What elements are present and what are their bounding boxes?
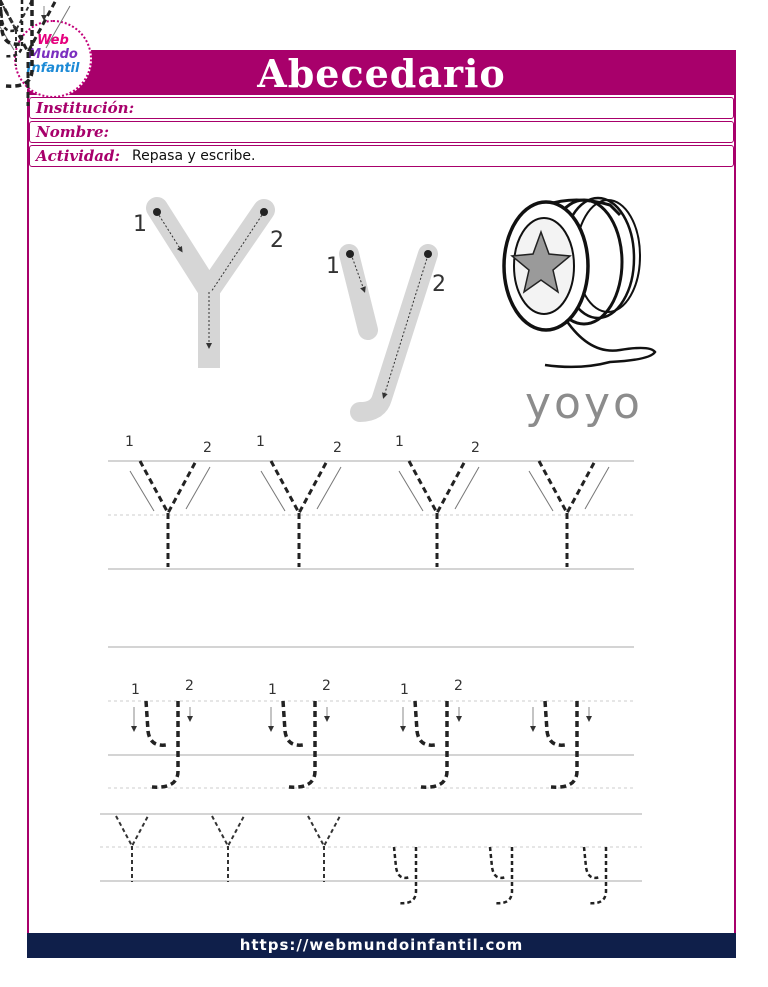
practice-lowercase-template (0, 0, 22, 56)
lower-row-stroke-2b: 2 (322, 678, 331, 694)
practice-uppercase-1[interactable] (116, 816, 148, 882)
practice-lowercase-2[interactable] (490, 847, 512, 903)
uppercase-trace-4[interactable] (529, 461, 609, 567)
model-uppercase-y (153, 208, 268, 368)
lowercase-trace-4[interactable] (533, 701, 589, 787)
big-upper-stroke-1: 1 (133, 212, 147, 237)
logo-line-3: Infantil (26, 61, 80, 76)
lowercase-trace-2[interactable] (271, 701, 327, 787)
upper-row-stroke-2b: 2 (333, 440, 342, 456)
uppercase-guidelines (108, 461, 634, 569)
upper-row-stroke-2a: 2 (203, 440, 212, 456)
field-nombre-label: Nombre: (36, 123, 110, 141)
illustration-word: yoyo (525, 378, 643, 429)
lower-row-stroke-2c: 2 (454, 678, 463, 694)
big-lower-stroke-1: 1 (326, 254, 340, 279)
field-actividad-value: Repasa y escribe. (132, 148, 256, 164)
practice-uppercase-3[interactable] (308, 816, 340, 882)
uppercase-trace-1[interactable] (130, 461, 210, 567)
big-upper-stroke-2: 2 (270, 228, 284, 253)
practice-lowercase-3[interactable] (584, 847, 606, 903)
lower-row-stroke-1b: 1 (268, 682, 277, 698)
uppercase-trace-3[interactable] (399, 461, 479, 567)
lower-row-stroke-1a: 1 (131, 682, 140, 698)
practice-uppercase-2[interactable] (212, 816, 244, 882)
model-lowercase-y (346, 250, 432, 412)
logo-line-1: Web (37, 33, 69, 48)
lowercase-trace-3[interactable] (403, 701, 459, 787)
upper-row-stroke-1c: 1 (395, 434, 404, 450)
practice-lowercase-1[interactable] (394, 847, 416, 903)
footer-url[interactable]: https://webmundoinfantil.com (239, 936, 524, 954)
uppercase-trace-2[interactable] (261, 461, 341, 567)
big-lower-stroke-2: 2 (432, 272, 446, 297)
lower-row-stroke-1c: 1 (400, 682, 409, 698)
yoyo-icon (504, 198, 655, 367)
lowercase-guidelines (108, 647, 634, 788)
field-actividad-label: Actividad: (36, 147, 121, 165)
upper-row-stroke-2c: 2 (471, 440, 480, 456)
uppercase-trace-template (0, 0, 70, 106)
logo-line-2: Mundo (28, 47, 78, 62)
footer (27, 933, 736, 958)
upper-row-stroke-1a: 1 (125, 434, 134, 450)
page-title: Abecedario (257, 51, 506, 96)
lowercase-trace-1[interactable] (134, 701, 190, 787)
lower-row-stroke-2a: 2 (185, 678, 194, 694)
field-institucion-label: Institución: (36, 99, 135, 117)
practice-guidelines (100, 814, 642, 881)
upper-row-stroke-1b: 1 (256, 434, 265, 450)
